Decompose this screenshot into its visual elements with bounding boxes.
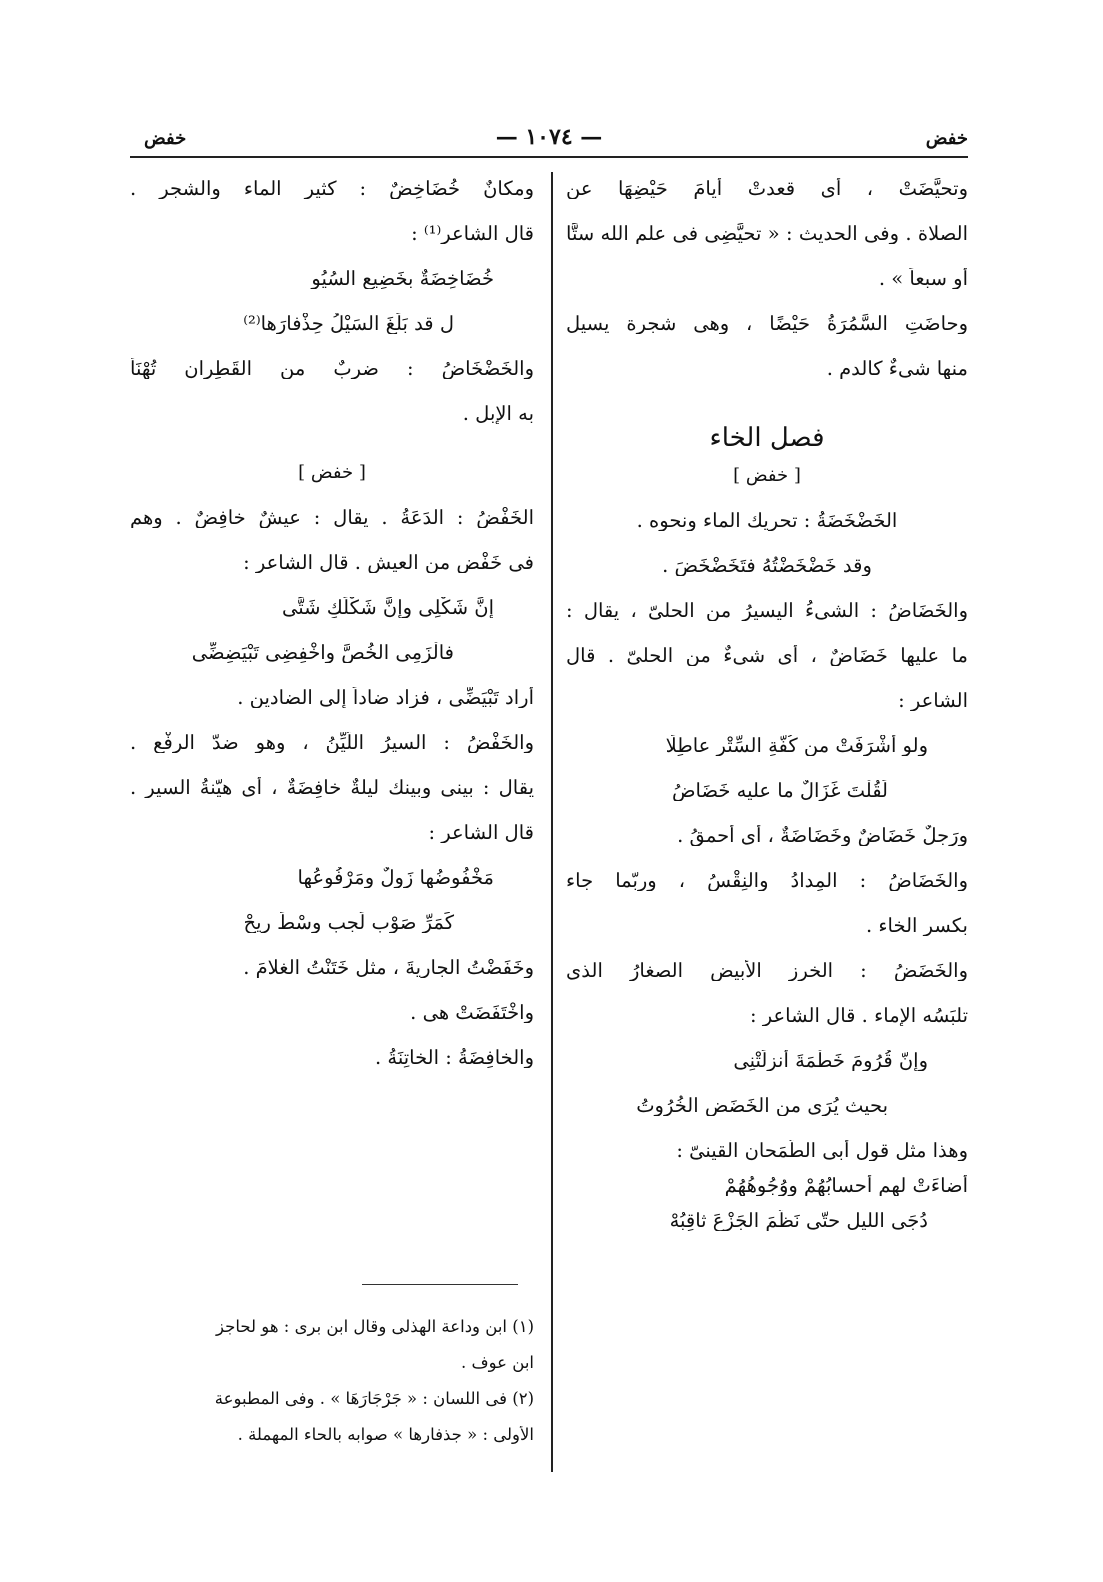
verse-line: فالْزَمِى الخُصَّ واخْفِضِى تَبْيَضِضِّى — [191, 642, 454, 663]
text-line: قال الشاعر : — [428, 822, 534, 843]
text-line: به الإبل . — [462, 403, 534, 424]
text-line: وقد خَضْخَضْتُهُ فتَخَضْخَضَ . — [662, 555, 872, 576]
text-line: وخَفَضْتُ الجاريةَ ، مثل خَتَنْتُ الغلامَ . — [243, 957, 534, 978]
header-right-headword: خفض — [925, 128, 968, 149]
verse-line: إنَّ شَكْلِى وإنَّ شَكْلَكِ شَتَّى — [282, 597, 494, 618]
footnote-line: (٢) فى اللسان : « جَرْجَارَهَا » . وفى المطبوعة — [214, 1390, 534, 1408]
footnote-line: (١) ابن وداعة الهذلى وقال ابن برى : هو لحاجز — [216, 1318, 534, 1336]
verse-line: كَمَرِّ صَوْبٍ لَجِبٍ وسْطَ رِيحْ — [243, 912, 454, 933]
text-line: وهذا مثل قول أبى الطَّمَحان القينىّ : — [676, 1140, 968, 1161]
verse-line: مَخْفُوضُها زَولٌ ومَرْفُوعُها — [297, 867, 494, 888]
text-line: ومكانٌ خُضَاخِضٌ : كثير الماء والشجر . — [130, 178, 534, 199]
text-line: قال الشاعر⁽¹⁾ : — [411, 223, 534, 244]
verse-line: لَقُلْتَ غَزَالٌ ما عليه خَضَاضُ — [671, 780, 888, 801]
text-line: فى خَفْضٍ من العيش . قال الشاعر : — [243, 552, 534, 573]
text-line: والخَفْضُ : السيرُ اللّيِّنُ ، وهو ضدّ الرفْع . — [130, 732, 534, 753]
text-line: والخَضَضُ : الخرز الأبيض الصغارُ الذى — [566, 960, 968, 981]
text-line: أو سبعاً » . — [878, 268, 968, 289]
verse-line: لِ قد بَلَغَ السَيْلُ حِذْفارَها⁽²⁾ — [243, 313, 454, 334]
text-line: أراد تَبْيَضِّى ، فزاد ضاداً إلى الضادين . — [237, 687, 534, 708]
header-left-headword: خفض — [144, 128, 187, 149]
text-line: الصلاة . وفى الحديث : « تحيَّضِى فى علم الله ستًّا — [566, 223, 968, 244]
left-column — [130, 178, 534, 1068]
footnote-line: ابن عوف . — [461, 1354, 534, 1372]
text-line: منها شىءٌ كالدم . — [826, 358, 968, 379]
text-line: وحاضَتِ السَّمُرَةُ حَيْضًا ، وهى شجرة يسيل — [566, 313, 968, 334]
footnote-rule — [362, 1284, 518, 1285]
text-line: والخَضَاضُ : الشىءُ اليسيرُ من الحلىّ ، يقال : — [566, 600, 968, 621]
text-line: بكسر الخاء . — [865, 915, 968, 936]
verse-line: أضاءَتْ لهم أحسابُهُمْ ووُجُوهُهُمْ — [724, 1175, 968, 1196]
section-title: فصل الخاء — [709, 423, 825, 453]
text-line: الخَفْضُ : الدَعَةُ . يقال : عيشٌ خافِضٌ . وهم — [130, 507, 534, 528]
text-line: والخافِضَةُ : الخاتِنَةُ . — [374, 1047, 534, 1068]
right-column — [566, 178, 968, 1231]
text-line: والخَضْخَاضُ : ضربٌ من القَطِران تُهْنَأُ — [130, 358, 534, 379]
verse-line: خُضَاخِضَةٌ بخَضِيعِ السُيُو — [311, 268, 494, 289]
text-line: واخْتَفَضَتْ هى . — [410, 1002, 534, 1023]
text-line: الشاعر : — [898, 690, 968, 711]
column-divider — [551, 172, 553, 1472]
text-line: تلبَسُه الإماء . قال الشاعر : — [750, 1005, 968, 1026]
verse-line: بحيث يُرَى من الخَضَضِ الخُرُوتُ — [636, 1095, 888, 1116]
verse-line: وإنّ قُرُومَ خَطْمَةَ أنزلَتْنِى — [733, 1050, 928, 1071]
page-number: — ١٠٧٤ — — [495, 124, 603, 150]
text-line: وتحيَّضَتْ ، أى قعدتْ أيامَ حَيْضِهَا عن — [566, 178, 968, 199]
text-line: ورَجلٌ خَضَاضٌ وخَضَاضَةٌ ، أى أحمقُ . — [677, 825, 968, 846]
footnote-line: الأولى : « جذفارها » صوابه بالحاء المهملة . — [237, 1426, 534, 1444]
text-line: الخَضْخَضَةُ : تحريك الماء ونحوه . — [636, 510, 898, 531]
text-line: ما عليها خَضَاضٌ ، أى شىءٌ من الحلىّ . قال — [566, 645, 968, 666]
page-header — [130, 120, 968, 160]
footnotes — [130, 1318, 534, 1444]
text-line: يقال : بينى وبينك ليلةٌ خافِضَةٌ ، أى هيّنةُ السير . — [130, 777, 534, 798]
header-rule — [130, 156, 968, 158]
verse-line: ولو أشْرَفَتْ من كُفَّةِ السِّتْرِ عاطِلًا — [665, 735, 928, 756]
entry-heading: [ خفض ] — [298, 462, 366, 483]
verse-line: دُجَى الليلِ حتّى نَظَّمَ الجَزْعَ ثاقِبُهْ — [669, 1210, 928, 1231]
text-line: والخَضَاضُ : المِدادُ والنِقْسُ ، وربّما جاء — [566, 870, 968, 891]
entry-heading: [ خفض ] — [733, 465, 801, 486]
